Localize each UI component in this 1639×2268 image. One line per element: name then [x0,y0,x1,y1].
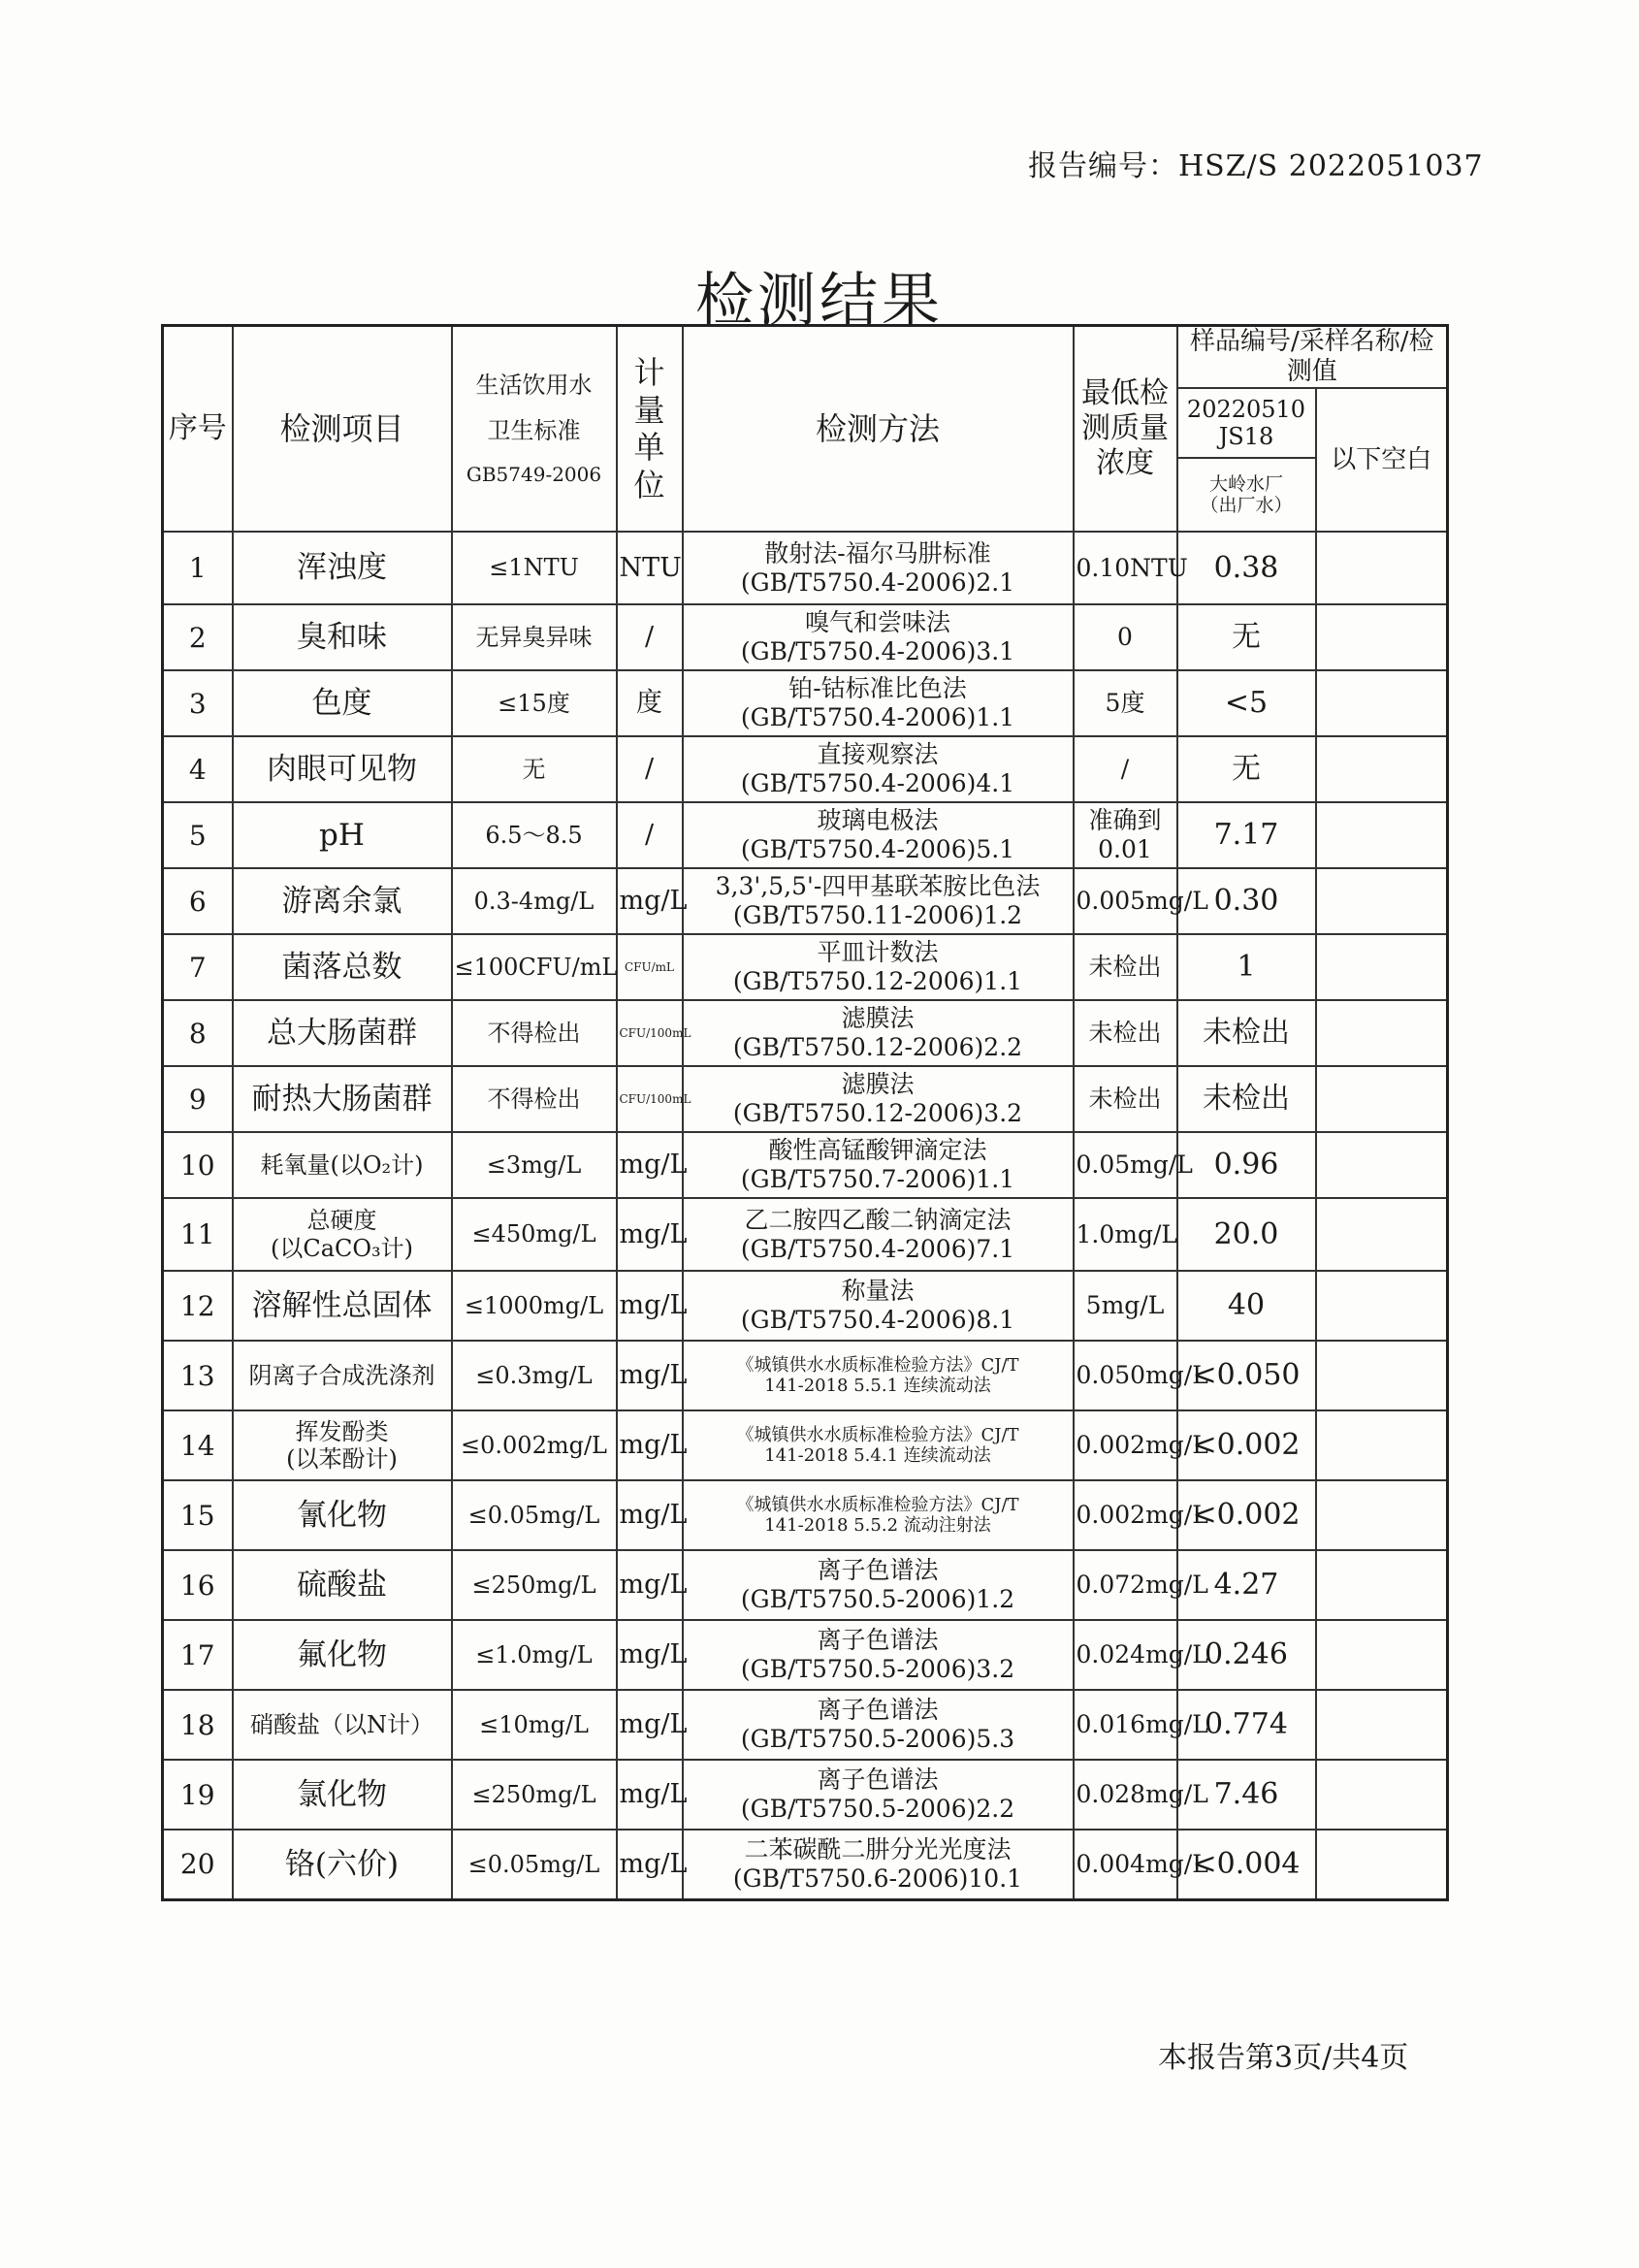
cell-method [683,1066,1074,1132]
cell-method-line: 离子色谱法 [817,1766,939,1795]
cell-method [683,1480,1074,1550]
cell-blank [1316,1760,1448,1830]
cell-value: <0.002 [1177,1480,1316,1550]
cell-method-line: 称量法 [841,1277,915,1306]
cell-min-concentration: 0.028mg/L [1074,1760,1177,1830]
cell-value: <5 [1177,670,1316,736]
cell-value: 40 [1177,1271,1316,1341]
cell-standard: 0.3-4mg/L [452,868,617,934]
cell-method-line: 二苯碳酰二肼分光光度法 [744,1835,1012,1864]
cell-item: 氰化物 [233,1480,452,1550]
cell-value: 7.46 [1177,1760,1316,1830]
table-row [163,1341,1448,1410]
cell-item: 臭和味 [233,604,452,670]
cell-value: <0.002 [1177,1410,1316,1480]
header-method: 检测方法 [683,326,1074,533]
cell-method [683,1271,1074,1341]
cell-min-concentration: 0.10NTU [1074,532,1177,604]
cell-unit: mg/L [617,1341,683,1410]
cell-blank [1316,1000,1448,1066]
cell-min-concentration: 0.024mg/L [1074,1620,1177,1690]
cell-unit: CFU/100mL [617,1066,683,1132]
cell-method-line: 酸性高锰酸钾滴定法 [768,1136,987,1165]
cell-min-concentration: 未检出 [1074,1000,1177,1066]
cell-method-line: 《城镇供水水质标准检验方法》CJ/T [736,1424,1019,1445]
cell-seq: 13 [163,1341,233,1410]
cell-min-concentration: / [1074,736,1177,802]
cell-min-concentration: 1.0mg/L [1074,1198,1177,1271]
cell-method-line: (GB/T5750.4-2006)5.1 [740,835,1015,864]
cell-method-line: 离子色谱法 [817,1556,939,1585]
cell-standard: ≤1000mg/L [452,1271,617,1341]
cell-blank [1316,1620,1448,1690]
cell-unit: mg/L [617,1198,683,1271]
cell-standard: ≤1NTU [452,532,617,604]
cell-value: 7.17 [1177,802,1316,868]
cell-seq: 17 [163,1620,233,1690]
cell-standard: ≤450mg/L [452,1198,617,1271]
cell-value: 0.30 [1177,868,1316,934]
cell-blank [1316,1066,1448,1132]
cell-method-line: 滤膜法 [841,1004,915,1033]
header-standard-line3: GB5749-2006 [466,462,602,486]
header-sample-site-line1: 大岭水厂 [1208,472,1283,495]
cell-seq: 15 [163,1480,233,1550]
cell-method-line: (GB/T5750.4-2006)7.1 [740,1234,1015,1263]
cell-method-line: (GB/T5750.5-2006)1.2 [740,1585,1015,1614]
cell-method-line: 141-2018 5.5.2 流动注射法 [764,1515,991,1537]
cell-method [683,934,1074,1000]
cell-min-concentration: 准确到 0.01 [1074,802,1177,868]
cell-value: 0.246 [1177,1620,1316,1690]
table-row [163,1198,1448,1271]
table-row [163,1271,1448,1341]
header-sample-site [1177,458,1316,532]
cell-method-line: (GB/T5750.5-2006)3.2 [740,1655,1015,1684]
table-row [163,1690,1448,1760]
cell-method [683,1550,1074,1620]
cell-min-concentration: 5mg/L [1074,1271,1177,1341]
cell-blank [1316,736,1448,802]
page-footer: 本报告第3页/共4页 [1158,2041,1409,2075]
header-sample-group: 样品编号/采样名称/检测值 [1177,326,1448,389]
cell-blank [1316,1271,1448,1341]
header-sample-site-line2: （出厂水） [1200,495,1293,517]
cell-method [683,1690,1074,1760]
cell-value: <0.050 [1177,1341,1316,1410]
cell-unit: 度 [617,670,683,736]
cell-unit: / [617,736,683,802]
cell-value: 20.0 [1177,1198,1316,1271]
cell-method-line: 离子色谱法 [817,1696,939,1725]
cell-method [683,1132,1074,1198]
cell-min-concentration: 0 [1074,604,1177,670]
cell-item: 游离余氯 [233,868,452,934]
cell-min-concentration: 0.002mg/L [1074,1480,1177,1550]
cell-unit: mg/L [617,1690,683,1760]
cell-min-concentration: 0.004mg/L [1074,1830,1177,1899]
cell-blank [1316,1198,1448,1271]
cell-blank [1316,1341,1448,1410]
cell-value: 未检出 [1177,1000,1316,1066]
cell-method-line: (GB/T5750.4-2006)1.1 [740,703,1015,732]
cell-value: 1 [1177,934,1316,1000]
cell-item: 耗氧量(以O₂计) [233,1132,452,1198]
header-sample-id-line2: JS18 [1218,423,1274,451]
header-sample-id-line1: 20220510 [1186,395,1306,423]
cell-method [683,868,1074,934]
cell-item: 溶解性总固体 [233,1271,452,1341]
cell-method-line: (GB/T5750.4-2006)2.1 [740,567,1015,597]
cell-seq: 4 [163,736,233,802]
cell-standard: 无 [452,736,617,802]
table-row [163,1760,1448,1830]
cell-method [683,802,1074,868]
table-row [163,736,1448,802]
cell-min-concentration: 0.016mg/L [1074,1690,1177,1760]
header-standard-line1: 生活饮用水 [475,372,593,400]
cell-standard: 不得检出 [452,1066,617,1132]
cell-min-concentration: 未检出 [1074,1066,1177,1132]
cell-method-line: (GB/T5750.5-2006)2.2 [740,1795,1015,1824]
cell-standard: ≤0.002mg/L [452,1410,617,1480]
cell-seq: 1 [163,532,233,604]
cell-method [683,532,1074,604]
table-row [163,1410,1448,1480]
cell-min-concentration: 0.050mg/L [1074,1341,1177,1410]
cell-method-line: 3,3',5,5'-四甲基联苯胺比色法 [715,872,1041,901]
cell-standard: ≤10mg/L [452,1690,617,1760]
cell-standard: ≤0.05mg/L [452,1830,617,1899]
cell-method [683,1620,1074,1690]
cell-blank [1316,1550,1448,1620]
cell-item: 氯化物 [233,1760,452,1830]
cell-method-line: (GB/T5750.6-2006)10.1 [732,1864,1023,1894]
header-blank-below: 以下空白 [1316,388,1448,532]
cell-standard: ≤0.3mg/L [452,1341,617,1410]
cell-blank [1316,1410,1448,1480]
cell-method-line: (GB/T5750.7-2006)1.1 [740,1165,1015,1194]
cell-method [683,670,1074,736]
table-row [163,1620,1448,1690]
table-row [163,802,1448,868]
cell-method-line: 乙二胺四乙酸二钠滴定法 [744,1205,1012,1234]
cell-method-line: (GB/T5750.12-2006)3.2 [732,1099,1023,1128]
cell-method [683,736,1074,802]
header-min-concentration: 最低检测质量浓度 [1074,326,1177,533]
cell-item: 总硬度 (以CaCO₃计) [233,1198,452,1271]
cell-unit: CFU/mL [617,934,683,1000]
cell-unit: mg/L [617,1760,683,1830]
cell-method-line: 玻璃电极法 [817,806,939,835]
cell-seq: 14 [163,1410,233,1480]
cell-seq: 8 [163,1000,233,1066]
report-number: 报告编号：HSZ/S 2022051037 [1028,149,1484,183]
cell-blank [1316,604,1448,670]
cell-method-line: (GB/T5750.11-2006)1.2 [732,901,1023,930]
cell-method [683,1198,1074,1271]
cell-seq: 7 [163,934,233,1000]
cell-item: 耐热大肠菌群 [233,1066,452,1132]
cell-blank [1316,934,1448,1000]
header-standard-line2: 卫生标准 [487,417,581,445]
header-sample-id [1177,388,1316,458]
cell-value: <0.004 [1177,1830,1316,1899]
cell-unit: mg/L [617,1620,683,1690]
cell-min-concentration: 0.05mg/L [1074,1132,1177,1198]
table-row [163,1480,1448,1550]
table-row [163,868,1448,934]
cell-method-line: 《城镇供水水质标准检验方法》CJ/T [736,1494,1019,1515]
cell-seq: 18 [163,1690,233,1760]
cell-standard: ≤250mg/L [452,1760,617,1830]
cell-seq: 19 [163,1760,233,1830]
cell-item: 硫酸盐 [233,1550,452,1620]
cell-standard: ≤15度 [452,670,617,736]
cell-min-concentration: 0.072mg/L [1074,1550,1177,1620]
cell-unit: mg/L [617,868,683,934]
cell-standard: ≤250mg/L [452,1550,617,1620]
cell-seq: 16 [163,1550,233,1620]
cell-item: 总大肠菌群 [233,1000,452,1066]
results-table [161,324,1449,1901]
cell-item: pH [233,802,452,868]
cell-method-line: (GB/T5750.5-2006)5.3 [740,1725,1015,1754]
header-seq: 序号 [163,326,233,533]
cell-method-line: 平皿计数法 [817,938,939,967]
cell-method [683,1341,1074,1410]
cell-standard: ≤3mg/L [452,1132,617,1198]
cell-unit: / [617,802,683,868]
cell-seq: 12 [163,1271,233,1341]
cell-method-line: (GB/T5750.4-2006)3.1 [740,637,1015,666]
table-row [163,1550,1448,1620]
cell-item: 铬(六价) [233,1830,452,1899]
cell-method-line: 离子色谱法 [817,1626,939,1655]
cell-unit: mg/L [617,1550,683,1620]
cell-unit: mg/L [617,1132,683,1198]
cell-standard: ≤0.05mg/L [452,1480,617,1550]
cell-blank [1316,1830,1448,1899]
table-row [163,1132,1448,1198]
cell-unit: mg/L [617,1480,683,1550]
cell-standard: ≤1.0mg/L [452,1620,617,1690]
cell-unit: mg/L [617,1830,683,1899]
cell-blank [1316,802,1448,868]
cell-value: 0.96 [1177,1132,1316,1198]
cell-blank [1316,1480,1448,1550]
cell-value: 无 [1177,604,1316,670]
cell-blank [1316,1132,1448,1198]
cell-seq: 6 [163,868,233,934]
cell-method [683,1760,1074,1830]
cell-method-line: 散射法-福尔马肼标准 [764,538,991,567]
cell-method-line: 嗅气和尝味法 [804,608,950,637]
cell-seq: 10 [163,1132,233,1198]
cell-min-concentration: 0.005mg/L [1074,868,1177,934]
cell-seq: 11 [163,1198,233,1271]
cell-seq: 9 [163,1066,233,1132]
cell-seq: 2 [163,604,233,670]
table-row [163,670,1448,736]
cell-value: 无 [1177,736,1316,802]
cell-blank [1316,532,1448,604]
cell-item: 硝酸盐（以N计） [233,1690,452,1760]
header-item: 检测项目 [233,326,452,533]
cell-item: 肉眼可见物 [233,736,452,802]
cell-item: 阴离子合成洗涤剂 [233,1341,452,1410]
table-row [163,1066,1448,1132]
cell-standard: 无异臭异味 [452,604,617,670]
cell-method [683,604,1074,670]
header-standard [452,326,617,533]
cell-min-concentration: 0.002mg/L [1074,1410,1177,1480]
header-unit: 计量单位 [617,326,683,533]
cell-method-line: 铂-钴标准比色法 [788,674,967,703]
table-row [163,604,1448,670]
cell-method-line: (GB/T5750.4-2006)8.1 [740,1306,1015,1335]
cell-method-line: (GB/T5750.4-2006)4.1 [740,769,1015,798]
cell-min-concentration: 5度 [1074,670,1177,736]
cell-method [683,1000,1074,1066]
cell-item: 浑浊度 [233,532,452,604]
cell-unit: / [617,604,683,670]
cell-method-line: 滤膜法 [841,1070,915,1099]
cell-method [683,1410,1074,1480]
cell-blank [1316,1690,1448,1760]
table-row [163,1830,1448,1899]
cell-min-concentration: 未检出 [1074,934,1177,1000]
cell-item: 挥发酚类 (以苯酚计) [233,1410,452,1480]
cell-method-line: 《城镇供水水质标准检验方法》CJ/T [736,1354,1019,1376]
cell-seq: 20 [163,1830,233,1899]
cell-seq: 3 [163,670,233,736]
cell-seq: 5 [163,802,233,868]
table-row [163,934,1448,1000]
cell-method-line: (GB/T5750.12-2006)2.2 [732,1033,1023,1062]
cell-value: 0.38 [1177,532,1316,604]
cell-standard: 不得检出 [452,1000,617,1066]
cell-value: 0.774 [1177,1690,1316,1760]
cell-method [683,1830,1074,1899]
cell-item: 色度 [233,670,452,736]
cell-method-line: (GB/T5750.12-2006)1.1 [732,967,1023,996]
cell-unit: mg/L [617,1271,683,1341]
cell-value: 4.27 [1177,1550,1316,1620]
cell-value: 未检出 [1177,1066,1316,1132]
cell-method-line: 141-2018 5.5.1 连续流动法 [764,1376,991,1397]
cell-item: 氟化物 [233,1620,452,1690]
cell-unit: mg/L [617,1410,683,1480]
cell-standard: ≤100CFU/mL [452,934,617,1000]
cell-method-line: 141-2018 5.4.1 连续流动法 [764,1445,991,1467]
cell-item: 菌落总数 [233,934,452,1000]
page-title: 检测结果 [695,267,944,335]
cell-blank [1316,868,1448,934]
cell-unit: CFU/100mL [617,1000,683,1066]
cell-unit: NTU [617,532,683,604]
cell-blank [1316,670,1448,736]
table-row [163,532,1448,604]
cell-standard: 6.5～8.5 [452,802,617,868]
cell-method-line: 直接观察法 [817,740,939,769]
table-row [163,1000,1448,1066]
